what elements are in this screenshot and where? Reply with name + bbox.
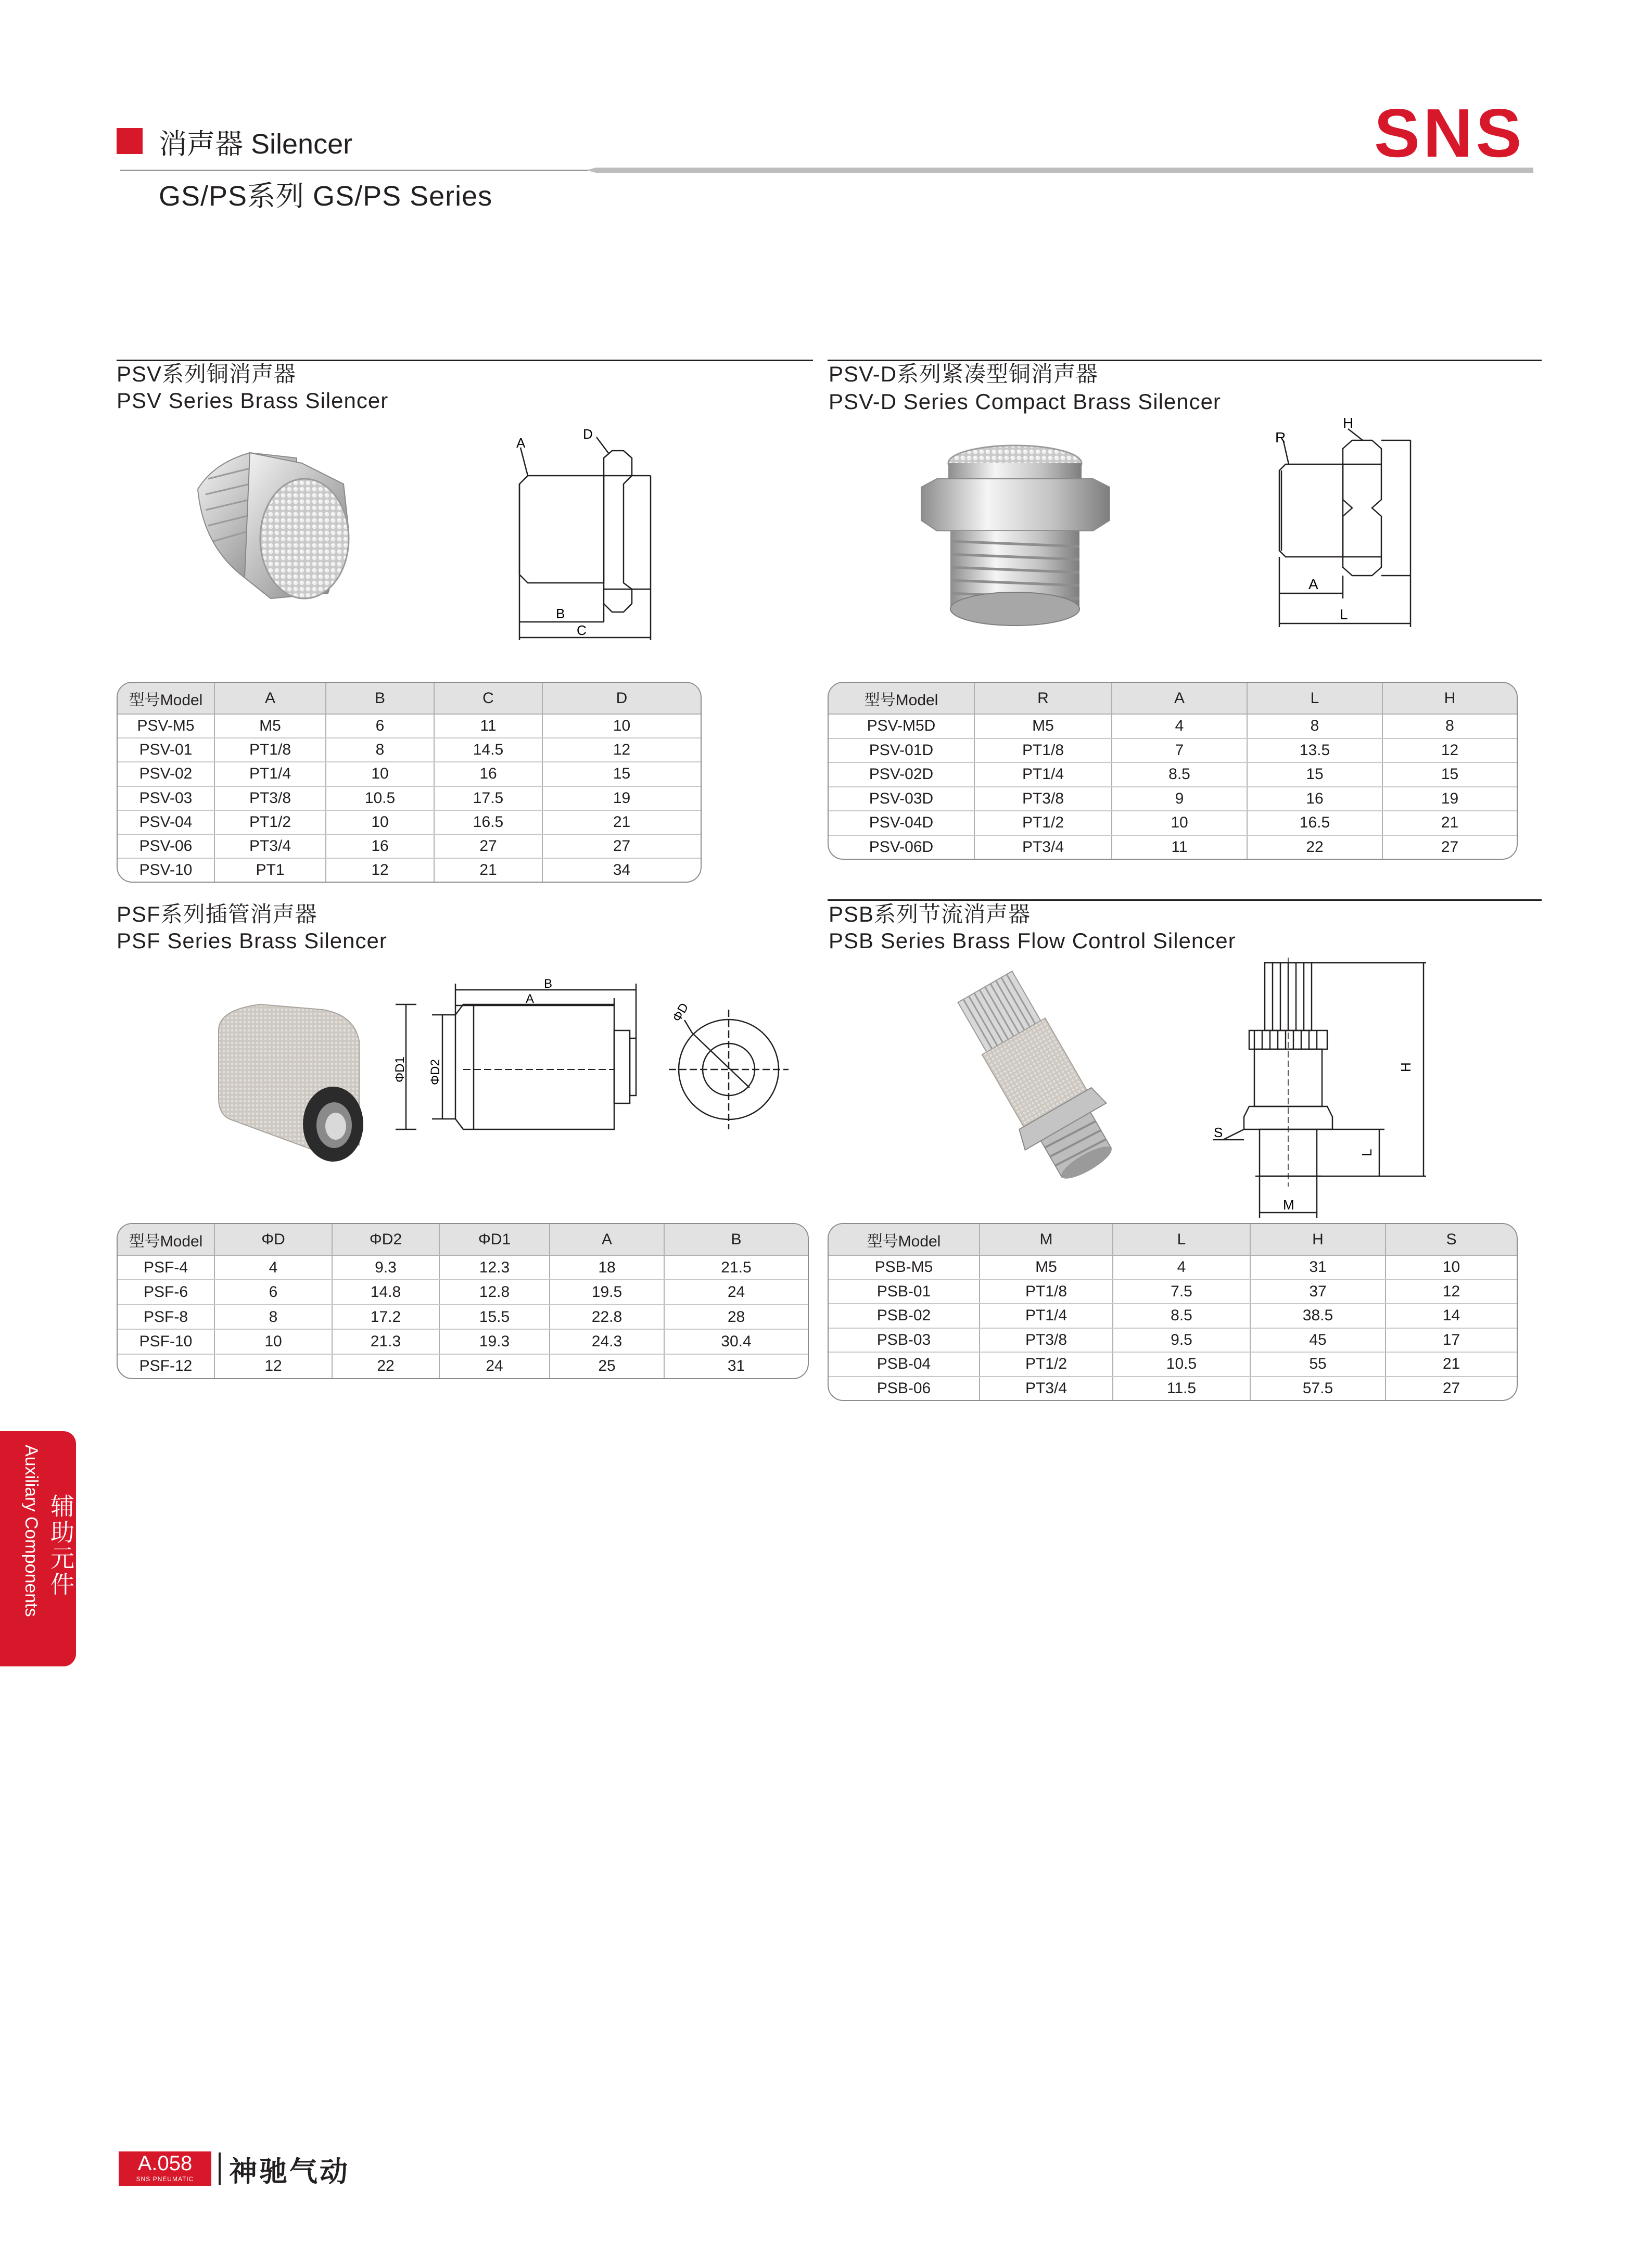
table-header-cell: 型号Model bbox=[829, 683, 974, 714]
psb-product-image bbox=[921, 963, 1150, 1187]
table-row bbox=[118, 1280, 808, 1304]
table-cell: 4 bbox=[1112, 714, 1247, 738]
table-cell: PSB-M5 bbox=[829, 1255, 980, 1280]
table-cell: 15 bbox=[1247, 762, 1382, 787]
table-cell: PT1/4 bbox=[980, 1304, 1113, 1328]
table-cell: 37 bbox=[1250, 1280, 1386, 1304]
table-cell: 21.3 bbox=[332, 1329, 439, 1354]
table-row bbox=[829, 1328, 1517, 1353]
table-row bbox=[118, 714, 701, 738]
table-cell: 4 bbox=[214, 1255, 332, 1280]
table-cell: 22.8 bbox=[550, 1305, 664, 1329]
table-cell: 14.8 bbox=[332, 1280, 439, 1304]
table-cell: 57.5 bbox=[1250, 1377, 1386, 1400]
table-cell: 4 bbox=[1113, 1255, 1250, 1280]
header-rule bbox=[120, 168, 1533, 173]
table-row bbox=[829, 835, 1517, 859]
table-cell: 16 bbox=[1247, 787, 1382, 811]
table-cell: 11.5 bbox=[1113, 1377, 1250, 1400]
table-cell: PSB-01 bbox=[829, 1280, 980, 1304]
table-header-cell: M bbox=[980, 1224, 1113, 1255]
psf-dimension-drawing bbox=[385, 978, 802, 1155]
psv-spec-table bbox=[117, 682, 702, 883]
psb-dim-m: M bbox=[1283, 1197, 1294, 1213]
table-cell: PT3/8 bbox=[980, 1328, 1113, 1353]
table-cell: PSF-4 bbox=[118, 1255, 214, 1280]
table-cell: PSF-8 bbox=[118, 1305, 214, 1329]
table-cell: 25 bbox=[550, 1354, 664, 1378]
table-cell: PT3/4 bbox=[980, 1377, 1113, 1400]
table-cell: PT1/4 bbox=[974, 762, 1112, 787]
table-cell: 16 bbox=[326, 834, 434, 858]
table-header-row bbox=[118, 683, 701, 714]
table-cell: 24 bbox=[664, 1280, 808, 1304]
table-row bbox=[829, 1377, 1517, 1400]
psb-dim-l: L bbox=[1359, 1149, 1375, 1156]
psv-product-image bbox=[193, 442, 364, 614]
table-cell: PSV-01D bbox=[829, 738, 974, 763]
psvd-dimension-drawing bbox=[1270, 416, 1421, 635]
table-header-cell: 型号Model bbox=[118, 683, 214, 714]
psvd-product-image bbox=[916, 442, 1114, 630]
table-header-cell: A bbox=[1112, 683, 1247, 714]
table-cell: PT3/4 bbox=[974, 835, 1112, 859]
table-cell: 16.5 bbox=[1247, 811, 1382, 835]
table-cell: 45 bbox=[1250, 1328, 1386, 1353]
table-cell: 8.5 bbox=[1112, 762, 1247, 787]
table-cell: 9 bbox=[1112, 787, 1247, 811]
table-cell: 10 bbox=[1112, 811, 1247, 835]
table-row bbox=[118, 834, 701, 858]
table-cell: 12 bbox=[326, 858, 434, 882]
table-cell: 11 bbox=[434, 714, 542, 738]
psvd-dim-a: A bbox=[1308, 576, 1318, 592]
table-cell: M5 bbox=[214, 714, 326, 738]
side-tab-label-cn: 辅助元件 bbox=[47, 1494, 74, 1598]
table-row bbox=[829, 714, 1517, 738]
table-cell: 10 bbox=[326, 810, 434, 834]
table-cell: 17 bbox=[1386, 1328, 1517, 1353]
table-cell: PSV-02 bbox=[118, 762, 214, 786]
table-header-cell: B bbox=[326, 683, 434, 714]
table-cell: PSV-03 bbox=[118, 786, 214, 810]
table-cell: 17.2 bbox=[332, 1305, 439, 1329]
table-cell: PT1 bbox=[214, 858, 326, 882]
psf-product-image bbox=[213, 999, 370, 1171]
table-cell: PSV-04D bbox=[829, 811, 974, 835]
page-number: A.058 bbox=[137, 2152, 193, 2175]
table-cell: PSV-01 bbox=[118, 738, 214, 762]
table-cell: PT3/8 bbox=[214, 786, 326, 810]
footer-divider bbox=[219, 2152, 221, 2185]
table-cell: 11 bbox=[1112, 835, 1247, 859]
psv-dim-a: A bbox=[516, 435, 526, 451]
table-cell: 12.8 bbox=[439, 1280, 550, 1304]
table-row bbox=[118, 1305, 808, 1329]
table-cell: PT1/2 bbox=[214, 810, 326, 834]
table-cell: PSV-M5D bbox=[829, 714, 974, 738]
table-header-cell: ΦD1 bbox=[439, 1224, 550, 1255]
table-header-cell: H bbox=[1382, 683, 1517, 714]
table-cell: 7.5 bbox=[1113, 1280, 1250, 1304]
table-row bbox=[118, 810, 701, 834]
table-row bbox=[118, 738, 701, 762]
table-cell: PT1/8 bbox=[214, 738, 326, 762]
page-subtitle: GS/PS系列 GS/PS Series bbox=[159, 181, 493, 212]
psvd-title-en: PSV-D Series Compact Brass Silencer bbox=[829, 389, 1221, 414]
table-cell: 17.5 bbox=[434, 786, 542, 810]
psv-title-cn: PSV系列铜消声器 bbox=[117, 362, 297, 386]
table-cell: 18 bbox=[550, 1255, 664, 1280]
table-cell: PSV-03D bbox=[829, 787, 974, 811]
table-cell: 24 bbox=[439, 1354, 550, 1378]
psvd-dim-l: L bbox=[1340, 606, 1348, 622]
psb-title-cn: PSB系列节流消声器 bbox=[829, 902, 1031, 926]
psv-dimension-drawing bbox=[505, 427, 661, 651]
table-cell: 38.5 bbox=[1250, 1304, 1386, 1328]
table-cell: 27 bbox=[1442, 1379, 1460, 1397]
table-row bbox=[118, 1329, 808, 1354]
table-header-row bbox=[829, 1224, 1517, 1255]
table-cell: 12.3 bbox=[439, 1255, 550, 1280]
table-cell: 9.3 bbox=[332, 1255, 439, 1280]
table-cell: 21.5 bbox=[664, 1255, 808, 1280]
table-cell: 31 bbox=[727, 1357, 745, 1375]
table-cell: PSV-02D bbox=[829, 762, 974, 787]
table-cell: 22 bbox=[1247, 835, 1382, 859]
table-header-cell: L bbox=[1247, 683, 1382, 714]
table-cell: 19 bbox=[1382, 787, 1517, 811]
table-cell: PSB-06 bbox=[829, 1377, 980, 1400]
table-cell: PSV-06D bbox=[829, 835, 974, 859]
table-cell: 10 bbox=[1386, 1255, 1517, 1280]
table-cell: 15 bbox=[1382, 762, 1517, 787]
table-row bbox=[829, 1304, 1517, 1328]
table-cell: PSB-02 bbox=[829, 1304, 980, 1328]
table-header-cell: H bbox=[1250, 1224, 1386, 1255]
table-cell: 19.3 bbox=[439, 1329, 550, 1354]
table-header-cell: 型号Model bbox=[829, 1224, 980, 1255]
table-cell: PSV-04 bbox=[118, 810, 214, 834]
table-cell: PT1/4 bbox=[214, 762, 326, 786]
psb-dim-h: H bbox=[1398, 1062, 1414, 1072]
psf-dim-a: A bbox=[526, 992, 535, 1006]
table-cell: 6 bbox=[326, 714, 434, 738]
table-cell: 16.5 bbox=[434, 810, 542, 834]
psvd-spec-table bbox=[828, 682, 1518, 860]
psv-dim-c: C bbox=[577, 622, 587, 638]
page-title: 消声器 Silencer bbox=[159, 129, 353, 160]
table-cell: PSV-10 bbox=[118, 858, 214, 882]
table-header-cell: A bbox=[214, 683, 326, 714]
psf-spec-table bbox=[117, 1223, 809, 1379]
table-cell: 28 bbox=[664, 1305, 808, 1329]
psb-spec-table bbox=[828, 1223, 1518, 1401]
psv-title-en: PSV Series Brass Silencer bbox=[117, 388, 389, 413]
table-header-cell: B bbox=[664, 1224, 808, 1255]
table-cell: PT3/4 bbox=[214, 834, 326, 858]
table-cell: 19.5 bbox=[550, 1280, 664, 1304]
table-header-cell: C bbox=[434, 683, 542, 714]
table-cell: 30.4 bbox=[664, 1329, 808, 1354]
table-cell: 8 bbox=[1382, 714, 1517, 738]
table-cell: 10.5 bbox=[1113, 1352, 1250, 1377]
table-cell: M5 bbox=[980, 1255, 1113, 1280]
table-cell: 8 bbox=[1247, 714, 1382, 738]
psf-dim-d1: ΦD1 bbox=[393, 1056, 407, 1082]
table-cell: 10.5 bbox=[326, 786, 434, 810]
table-cell: 21 bbox=[1382, 811, 1517, 835]
table-header-cell: D bbox=[542, 683, 701, 714]
page-number-sub: SNS PNEUMATIC bbox=[136, 2175, 194, 2183]
table-header-cell: ΦD2 bbox=[332, 1224, 439, 1255]
table-cell: 12 bbox=[1382, 738, 1517, 763]
table-cell: PSV-06 bbox=[118, 834, 214, 858]
table-row bbox=[118, 786, 701, 810]
table-cell: 15 bbox=[542, 762, 701, 786]
table-cell: 12 bbox=[214, 1354, 332, 1378]
table-header-cell: S bbox=[1386, 1224, 1517, 1255]
table-row bbox=[829, 762, 1517, 787]
page-number-badge bbox=[119, 2151, 211, 2186]
table-cell: PT1/2 bbox=[974, 811, 1112, 835]
table-cell: 14.5 bbox=[434, 738, 542, 762]
table-cell: 31 bbox=[1250, 1255, 1386, 1280]
table-row bbox=[829, 1352, 1517, 1377]
table-header-cell: L bbox=[1113, 1224, 1250, 1255]
section-marker bbox=[117, 128, 143, 154]
psv-dim-d: D bbox=[583, 427, 593, 442]
table-row bbox=[829, 787, 1517, 811]
table-cell: PSB-04 bbox=[829, 1352, 980, 1377]
table-cell: PT3/8 bbox=[974, 787, 1112, 811]
table-cell: 27 bbox=[434, 834, 542, 858]
table-cell: 24.3 bbox=[550, 1329, 664, 1354]
table-cell: 22 bbox=[332, 1354, 439, 1378]
table-cell: PSF-10 bbox=[118, 1329, 214, 1354]
table-cell: PSV-M5 bbox=[118, 714, 214, 738]
table-cell: 16 bbox=[434, 762, 542, 786]
side-tab-label-en: Auxiliary Components bbox=[21, 1445, 41, 1617]
table-cell: 10 bbox=[326, 762, 434, 786]
table-cell: M5 bbox=[974, 714, 1112, 738]
table-cell: 12 bbox=[1386, 1280, 1517, 1304]
table-header-cell: A bbox=[550, 1224, 664, 1255]
table-row bbox=[829, 1255, 1517, 1280]
psf-dim-d2: ΦD2 bbox=[428, 1059, 442, 1085]
brand-logo: SNS bbox=[1374, 95, 1525, 171]
table-row bbox=[829, 811, 1517, 835]
table-cell: 21 bbox=[434, 858, 542, 882]
table-cell: 9.5 bbox=[1113, 1328, 1250, 1353]
footer-brand: 神驰气动 bbox=[229, 2156, 350, 2187]
table-cell: 55 bbox=[1250, 1352, 1386, 1377]
table-cell: 10 bbox=[214, 1329, 332, 1354]
table-cell: 7 bbox=[1112, 738, 1247, 763]
psvd-title-cn: PSV-D系列紧凑型铜消声器 bbox=[829, 362, 1099, 386]
table-header-row bbox=[829, 683, 1517, 714]
psb-dimension-drawing bbox=[1187, 952, 1447, 1223]
table-cell: 21 bbox=[1386, 1352, 1517, 1377]
table-row bbox=[829, 738, 1517, 763]
table-cell: 12 bbox=[542, 738, 701, 762]
table-cell: 8 bbox=[326, 738, 434, 762]
table-cell: 8 bbox=[214, 1305, 332, 1329]
table-cell: PSF-12 bbox=[118, 1354, 214, 1378]
psvd-dim-h: H bbox=[1343, 416, 1354, 431]
table-cell: 10 bbox=[542, 714, 701, 738]
psv-dim-b: B bbox=[556, 606, 565, 621]
table-cell: 15.5 bbox=[439, 1305, 550, 1329]
psf-dim-d: ΦD bbox=[669, 1000, 692, 1024]
table-cell: 21 bbox=[542, 810, 701, 834]
table-row bbox=[118, 1354, 808, 1378]
table-header-cell: R bbox=[974, 683, 1112, 714]
table-cell: 27 bbox=[542, 834, 701, 858]
table-cell: 14 bbox=[1386, 1304, 1517, 1328]
psf-title-cn: PSF系列插管消声器 bbox=[117, 902, 317, 926]
psf-dim-b: B bbox=[544, 978, 553, 991]
table-row bbox=[829, 1280, 1517, 1304]
psb-title-en: PSB Series Brass Flow Control Silencer bbox=[829, 928, 1236, 953]
table-header-cell: 型号Model bbox=[118, 1224, 214, 1255]
table-cell: PT1/8 bbox=[980, 1280, 1113, 1304]
table-cell: 13.5 bbox=[1247, 738, 1382, 763]
table-header-row bbox=[118, 1224, 808, 1255]
table-row bbox=[118, 1255, 808, 1280]
table-header-cell: ΦD bbox=[214, 1224, 332, 1255]
table-row bbox=[118, 762, 701, 786]
table-cell: 19 bbox=[542, 786, 701, 810]
table-cell: PT1/2 bbox=[980, 1352, 1113, 1377]
psf-title-en: PSF Series Brass Silencer bbox=[117, 928, 387, 953]
psb-dim-s: S bbox=[1214, 1125, 1223, 1140]
table-cell: PT1/8 bbox=[974, 738, 1112, 763]
table-cell: PSF-6 bbox=[118, 1280, 214, 1304]
psvd-dim-r: R bbox=[1275, 429, 1286, 445]
table-cell: 8.5 bbox=[1113, 1304, 1250, 1328]
table-cell: 27 bbox=[1441, 838, 1459, 856]
table-cell: 6 bbox=[214, 1280, 332, 1304]
table-cell: 34 bbox=[613, 861, 631, 879]
table-cell: PSB-03 bbox=[829, 1328, 980, 1353]
table-row bbox=[118, 858, 701, 882]
